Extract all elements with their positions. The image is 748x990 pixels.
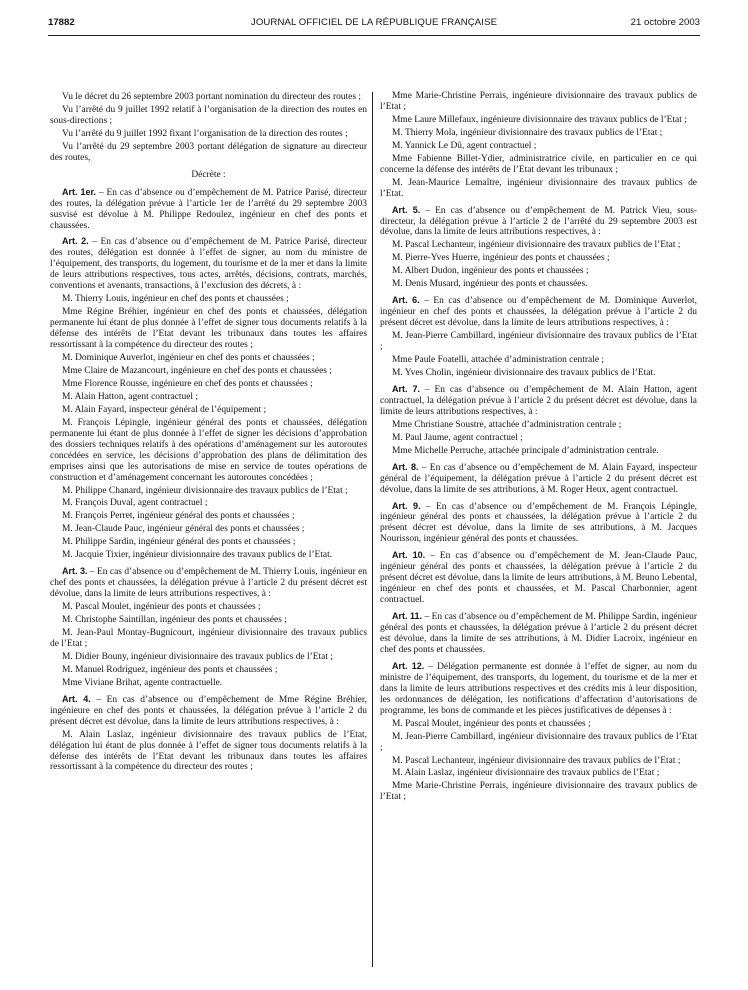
body-paragraph: M. Pascal Moulet, ingénieur des ponts et chaussées ;: [392, 718, 591, 729]
issue-date: 21 octobre 2003: [630, 17, 700, 28]
article-text: – En cas d’absence ou d’empêchement de M. Alain Hatton, agent contractuel, la délégation prévue à l’article 2 du présent décret est dévolue, dans la limite de leurs attributions respectives, à :: [380, 384, 697, 417]
article-text: – En cas d’absence ou d’empêchement de M. Alain Fayard, inspecteur général de l’équipement, la délégation prévue à l’article 2 du présent décret est dévolue, dans la limite de ses attributions, à M. Roger Heux, agent contractuel.: [380, 462, 698, 495]
article-text: – En cas d’absence ou d’empêchement de M. Philippe Sardin, ingénieur général des ponts et chaussées, la délégation prévue à l’article 2 du présent décret est dévolue, dans la limite de ses attributions, à M. Didier Lacroix, ingénieur en chef des ponts et chaussées.: [380, 612, 698, 655]
body-paragraph: M. Albert Dudon, ingénieur des ponts et chaussées ;: [392, 266, 589, 277]
body-paragraph: M. Denis Musard, ingénieur des ponts et chaussées.: [392, 279, 588, 290]
article-paragraph: [50, 566, 367, 600]
column-divider: [372, 92, 373, 967]
body-paragraph: M. Pascal Moulet, ingénieur des ponts et chaussées ;: [62, 602, 261, 613]
body-paragraph: M. Alain Hatton, agent contractuel ;: [62, 391, 199, 402]
right-column: [380, 91, 697, 805]
body-paragraph: M. François Duval, agent contractuel ;: [62, 498, 208, 509]
body-paragraph: M. Philippe Sardin, ingénieur général des ponts et chaussées ;: [62, 537, 296, 548]
article-text: – En cas d’absence ou d’empêchement de M. François Lépingle, ingénieur général des ponts et chaussées, la délégation prévue à l’article 2 du présent décret est dévolue, dans la limite de ses attributions, à M. Jacques Nourisson, ingénieur général des ponts et chaussées.: [380, 501, 698, 545]
article-label: Art. 10.: [392, 550, 426, 561]
body-paragraph: Mme Michelle Perruche, attachée principale d’administration centrale.: [392, 445, 659, 456]
article-text: – En cas d’absence ou d’empêchement de M. Patrice Parisé, directeur des routes, la délégation prévue à l’article 1er de l’arrêté du 29 septembre 2003 susvisé est dévolue à M. Philippe Redoulez, ingénieur en chef des ponts et chaussées.: [50, 187, 368, 231]
article-paragraph: [380, 550, 697, 606]
article-label: Art. 11.: [392, 611, 423, 622]
body-paragraph: M. Pascal Lechanteur, ingénieur divisionnaire des travaux publics de l’Etat ;: [392, 240, 681, 251]
article-label: Art. 7.: [392, 383, 421, 394]
article-paragraph: [50, 694, 367, 728]
article-text: – Délégation permanente est donnée à l’effet de signer, au nom du ministre de l’équipement, des transports, du logement, du tourisme et de la mer et dans la limite de leurs attributions respectives et des crédits mis à leur disposition, les ordonnances de délégation, les notifications d’affectation d’autorisations de programme, les bons de commande et les pièces justificatives de dépenses à :: [380, 661, 697, 716]
article-paragraph: [380, 295, 697, 329]
article-paragraph: [380, 661, 697, 717]
body-paragraph: Vu le décret du 26 septembre 2003 portant nomination du directeur des routes ;: [62, 92, 361, 102]
body-paragraph: Mme Christiane Soustre, attachée d’administration centrale ;: [392, 419, 622, 430]
article-label: Art. 2.: [62, 236, 89, 247]
article-label: Art. 12.: [392, 660, 425, 671]
article-label: Art. 3.: [62, 566, 88, 577]
body-paragraph: M. François Perret, ingénieur général des ponts et chaussées ;: [62, 511, 295, 522]
body-paragraph: M. Alain Laslaz, ingénieur divisionnaire des travaux publics de l’Etat, délégation lui étant de plus donnée à l’effet de signer tous documents relatifs à la défense des intérêts de l’Etat devant les tribunaux dans toutes les affaires ressortissant à la compétence du directeur des routes ;: [50, 729, 367, 773]
article-text: – En cas d’absence ou d’empêchement de M. Dominique Auverlot, ingénieur en chef des ponts et chaussées, la délégation prévue à l’article 2 du présent décret est dévolue, dans la limite de leurs attributions respectives, à :: [380, 296, 697, 329]
article-text: – En cas d’absence ou d’empêchement de Mme Régine Bréhier, ingénieure en chef des ponts et chaussées, la délégation prévue à l’article 2 du présent décret est dévolue, dans la limite de leurs attributions respectives, à :: [50, 694, 367, 727]
body-paragraph: M. Paul Jaume, agent contractuel ;: [392, 432, 523, 443]
body-paragraph: M. Manuel Rodriguez, ingénieur des ponts et chaussées ;: [62, 664, 278, 675]
body-paragraph: Vu l’arrêté du 29 septembre 2003 portant délégation de signature au directeur des routes,: [50, 141, 367, 163]
body-paragraph: M. Pascal Lechanteur, ingénieur divisionnaire des travaux publics de l’Etat ;: [392, 755, 681, 766]
body-paragraph: Mme Régine Bréhier, ingénieur en chef des ponts et chaussées, délégation permanente lui étant de plus donnée à l’effet de signer tous documents relatifs à la défense des intérêts de l’Etat devant les tribunaux dans toutes les affaires ressortissant à la compétence du directeur des routes ;: [50, 307, 367, 351]
article-paragraph: [50, 236, 367, 292]
body-paragraph: Vu l’arrêté du 9 juillet 1992 relatif à l’organisation de la direction des routes en sous-directions ;: [50, 104, 367, 126]
article-text: – En cas d’absence ou d’empêchement de M. Patrick Vieu, sous-directeur, la délégation prévue à l’article 2 de l’arrêté du 29 septembre 2003 est dévolue, dans la limite de leurs attributions respectives, à :: [380, 205, 698, 238]
article-paragraph: [380, 611, 697, 656]
article-label: Art. 1er.: [62, 186, 97, 197]
article-text: – En cas d’absence ou d’empêchement de M. Jean-Claude Pauc, ingénieur général des ponts et chaussées, la délégation prévue à l’article 2 du présent décret est dévolue, dans la limite de leurs attributions, à M. Bruno Lebental, ingénieur en chef des ponts et chaussées, et M. Pascal Charbonnier, agent contractuel.: [380, 551, 697, 606]
body-paragraph: M. Thierry Louis, ingénieur en chef des ponts et chaussées ;: [62, 294, 289, 305]
body-paragraph: Vu l’arrêté du 9 juillet 1992 fixant l’organisation de la direction des routes ;: [62, 128, 348, 139]
body-paragraph: Mme Marie-Christine Perrais, ingénieure divisionnaire des travaux publics de l’Etat ;: [380, 91, 697, 112]
body-paragraph: M. Jean-Claude Pauc, ingénieur général des ponts et chaussées ;: [62, 524, 305, 535]
decree-heading: Décrète :: [191, 169, 226, 180]
body-paragraph: Mme Laure Millefaux, ingénieure divisionnaire des travaux publics de l’Etat ;: [392, 114, 687, 125]
page-number: 17882: [48, 17, 75, 28]
body-paragraph: Mme Paule Foatelli, attachée d’administration centrale ;: [392, 355, 605, 366]
body-paragraph: M. Thierry Mola, ingénieur divisionnaire des travaux publics de l’Etat ;: [392, 127, 663, 138]
body-paragraph: M. Yves Cholin, ingénieur divisionnaire des travaux publics de l’Etat.: [392, 367, 656, 378]
article-paragraph: [380, 462, 697, 496]
article-label: Art. 6.: [392, 295, 420, 306]
left-column: [50, 92, 367, 775]
body-paragraph: M. Didier Bouny, ingénieur divisionnaire des travaux publics de l’Etat ;: [62, 651, 333, 662]
body-paragraph: Mme Marie-Christine Perrais, ingénieure divisionnaire des travaux publics de l’Etat ;: [380, 781, 697, 803]
body-paragraph: Mme Viviane Brihat, agente contractuelle.: [62, 677, 223, 688]
article-paragraph: [380, 205, 697, 239]
body-paragraph: M. Alain Laslaz, ingénieur divisionnaire des travaux publics de l’Etat ;: [392, 768, 660, 779]
body-paragraph: Mme Florence Rousse, ingénieure en chef des ponts et chaussées ;: [62, 378, 313, 389]
body-paragraph: M. Jean-Paul Montay-Bugnicourt, ingénieur divisionnaire des travaux publics de l’Etat ;: [50, 627, 367, 649]
body-paragraph: Mme Claire de Mazancourt, ingénieure en chef des ponts et chaussées ;: [62, 365, 332, 376]
journal-title: JOURNAL OFFICIEL DE LA RÉPUBLIQUE FRANÇAISE: [250, 17, 498, 28]
body-paragraph: M. Alain Fayard, inspecteur général de l’équipement ;: [62, 404, 267, 415]
article-text: – En cas d’absence ou d’empêchement de M. Patrice Parisé, directeur des routes, délégation est donnée à l’effet de signer, au nom du ministre de l’équipement, des transports, du logement, du tourisme et de la mer et dans la limite de leurs attributions respectives, tous actes, arrêtés, décisions, contrats, marchés, conventions et avenants, transactions, à l’exclusion des décrets, à :: [50, 237, 368, 292]
article-paragraph: [50, 187, 367, 232]
article-label: Art. 4.: [62, 693, 91, 704]
body-paragraph: M. Christophe Saintillan, ingénieur des ponts et chaussées ;: [62, 615, 287, 626]
body-paragraph: M. Philippe Chanard, ingénieur divisionnaire des travaux publics de l’Etat ;: [62, 485, 348, 496]
article-text: – En cas d’absence ou d’empêchement de M. Thierry Louis, ingénieur en chef des ponts et chaussées, la délégation prévue à l’article 2 du présent décret est dévolue, dans la limite de leurs attributions respectives, à :: [50, 567, 367, 600]
article-paragraph: [380, 384, 697, 418]
body-paragraph: M. Jacquie Tixier, ingénieur divisionnaire des travaux publics de l’Etat.: [62, 550, 333, 561]
article-label: Art. 9.: [392, 500, 421, 511]
article-label: Art. 5.: [392, 204, 421, 215]
body-paragraph: Mme Fabienne Billet-Ydier, administratrice civile, en particulier en ce qui concerne la défense des intérêts de l’Etat devant les tribunaux ;: [380, 153, 697, 175]
body-paragraph: M. Jean-Maurice Lemaître, ingénieur divisionnaire des travaux publics de l’Etat.: [380, 177, 697, 199]
page-header: [48, 17, 700, 31]
article-label: Art. 8.: [392, 461, 419, 472]
body-paragraph: M. Yannick Le Dû, agent contractuel ;: [392, 140, 537, 151]
header-rule: [48, 35, 700, 36]
body-paragraph: M. Pierre-Yves Huerre, ingénieur des ponts et chaussées ;: [392, 253, 610, 264]
body-paragraph: M. Jean-Pierre Cambillard, ingénieur divisionnaire des travaux publics de l’Etat ;: [380, 331, 697, 353]
body-paragraph: M. Jean-Pierre Cambillard, ingénieur divisionnaire des travaux publics de l’Etat ;: [380, 731, 697, 753]
body-paragraph: M. Dominique Auverlot, ingénieur en chef des ponts et chaussées ;: [62, 353, 315, 364]
body-paragraph: M. François Lépingle, ingénieur général des ponts et chaussées, délégation permanente lui étant de plus donnée à l’effet de signer les décisions d’approbation des dossiers techniques relatifs à des opérations d’aménagement sur les autoroutes concédées en service, les décisions d’approbation des plans de délimitation des emprises ainsi que les autorisations de mise en service de toutes opérations de construction et d’aménagement concernant les autoroutes concédées ;: [50, 417, 367, 483]
article-paragraph: [380, 501, 697, 546]
